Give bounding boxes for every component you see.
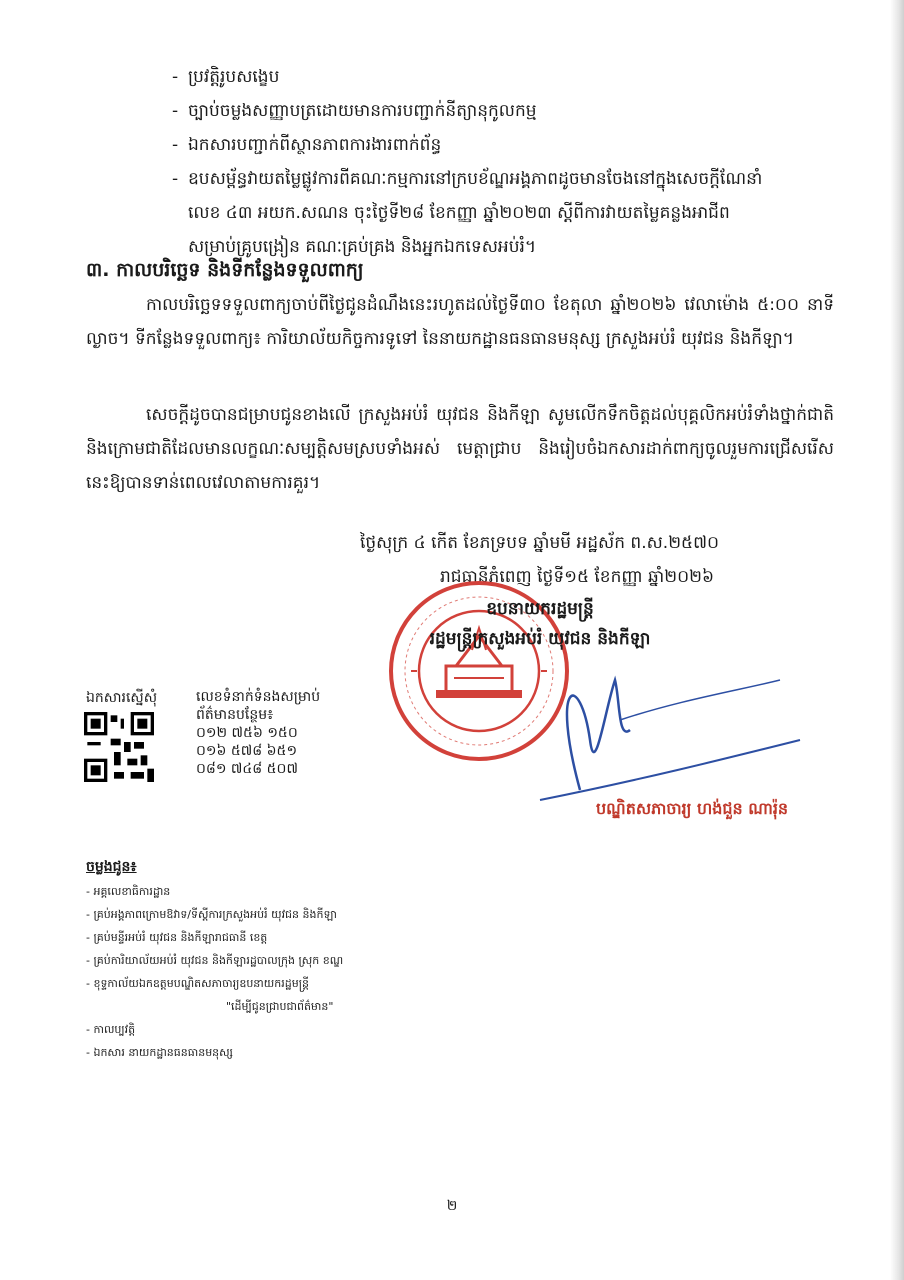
section-paragraph: កាលបរិច្ឆេទទទួលពាក្យចាប់ពីថ្ងៃជូនដំណឹងនេះរហូតដល់ថ្ងៃទី៣០ ខែតុលា ឆ្នាំ២០២៦ វេលាម៉ោង ៥:០០ នាទីល្ងាច។ ទីកន្លែងទទួលពាក្យ៖ ការិយាល័យកិច្ចការទូទៅ នៃនាយកដ្ឋានធនធានមនុស្ស ក្រសួងអប់រំ យុវជន និងកីឡា។ xyxy=(86,295,834,349)
list-item: - គ្រប់មន្ទីរអប់រំ យុវជន និងកីឡារាជធានី ខេត្ត xyxy=(86,931,268,944)
signatory-position: រដ្ឋមន្ត្រីក្រសួងអប់រំ យុវជន និងកីឡា xyxy=(429,629,651,649)
phone-number: ០៨១ ៧៤៨ ៥០៧ xyxy=(196,761,298,777)
page-number: ២ xyxy=(446,1198,458,1214)
closing-paragraph: សេចក្តីដូចបានជម្រាបជូនខាងលើ ក្រសួងអប់រំ យុវជន និងកីឡា សូមលើកទឹកចិត្តដល់បុគ្គលិកអប់រំទាំងថ្នាក់ជាតិ និងក្រោមជាតិដែលមានលក្ខណៈសម្បត្តិសមស្របទាំងអស់ មេត្តាជ្រាប និងរៀបចំឯកសារដាក់ពាក្យចូលរួមការជ្រើសរើសនេះឱ្យបានទាន់ពេលវេលាតាមការគួរ។ xyxy=(86,405,834,493)
qr-code-icon[interactable] xyxy=(84,712,154,782)
list-item: - ច្បាប់ចម្លងសញ្ញាបត្រដោយមានការបញ្ជាក់នីត្យានុកូលកម្ម xyxy=(172,101,537,121)
list-item: - គ្រប់ការិយាល័យអប់រំ យុវជន និងកីឡារដ្ឋបាលក្រុង ស្រុក ខណ្ឌ xyxy=(86,954,344,967)
list-item-note: "ដើម្បីជូនជ្រាបជាព័ត៌មាន" xyxy=(226,1000,334,1013)
list-item: - ឯកសារ នាយកដ្ឋានធនធានមនុស្ស xyxy=(86,1046,233,1059)
list-item: - ប្រវត្តិរូបសង្ខេប xyxy=(172,67,280,87)
signatory-title: ឧបនាយករដ្ឋមន្ត្រី xyxy=(486,599,594,619)
lunar-date: ថ្ងៃ​សុក្រ ៤ កើត ខែ​ភទ្របទ ឆ្នាំមមី អដ្ឋស័ក ព.ស.២៥៧០ xyxy=(360,533,720,553)
solar-date: រាជធានីភ្នំពេញ ថ្ងៃទី១៥ ខែកញ្ញា ឆ្នាំ២០២៦ xyxy=(440,567,715,587)
copy-to-heading: ចម្លងជូន៖ xyxy=(86,859,137,875)
signatory-name: បណ្ឌិតសភាចារ្យ ហង់ជួន ណារ៉ុន xyxy=(596,799,789,818)
contact-info: លេខទំនាក់ទំនងសម្រាប់ ព័ត៌មានបន្ថែម៖ ០១២ ៧៥៦ ១៥០ ០១៦ ៥៧៨ ៦៥១ ០៨១ ៧៤៨ ៥០៧ xyxy=(196,689,321,777)
list-item: - គ្រប់អង្គភាពក្រោមឱវាទ/ទីស្តីការក្រសួងអប់រំ យុវជន និងកីឡា xyxy=(86,908,337,921)
list-item: - ឧបសម្ព័ន្ធវាយតម្លៃផ្លូវការពីគណៈកម្មការនៅក្របខ័ណ្ឌអង្គភាពដូចមានចែងនៅក្នុងសេចក្តីណែនាំ xyxy=(172,169,763,189)
copy-to-list xyxy=(86,856,686,1064)
qr-label: ឯកសារស្នើសុំ xyxy=(86,690,158,706)
list-item-continuation: សម្រាប់គ្រូបង្រៀន គណៈគ្រប់គ្រង និងអ្នកឯកទេសអប់រំ។ xyxy=(188,237,537,257)
section-heading: ៣. កាលបរិច្ឆេទ និងទីកន្លែងទទួលពាក្យ xyxy=(86,259,364,281)
page-edge-shadow xyxy=(890,0,904,1280)
list-item: - ខុទ្ទកាល័យឯកឧត្តមបណ្ឌិតសភាចារ្យឧបនាយករដ្ឋមន្ត្រី xyxy=(86,977,309,990)
list-item: - ឯកសារបញ្ជាក់ពីស្ថានភាពការងារពាក់ព័ន្ធ xyxy=(172,135,442,155)
handwritten-signature-icon xyxy=(520,640,820,820)
list-item-continuation: លេខ ៤៣ អយក.សណន ចុះថ្ងៃទី២៨ ខែកញ្ញា ឆ្នាំ២០២៣ ស្តីពីការវាយតម្លៃគន្លងអាជីព xyxy=(188,203,730,223)
list-item: - អគ្គលេខាធិការដ្ឋាន xyxy=(86,885,171,898)
phone-number: ០១២ ៧៥៦ ១៥០ xyxy=(196,725,298,741)
list-item: - កាលប្បវត្តិ xyxy=(86,1023,136,1036)
phone-number: ០១៦ ៥៧៨ ៦៥១ xyxy=(196,743,298,759)
attachment-list xyxy=(172,60,832,264)
